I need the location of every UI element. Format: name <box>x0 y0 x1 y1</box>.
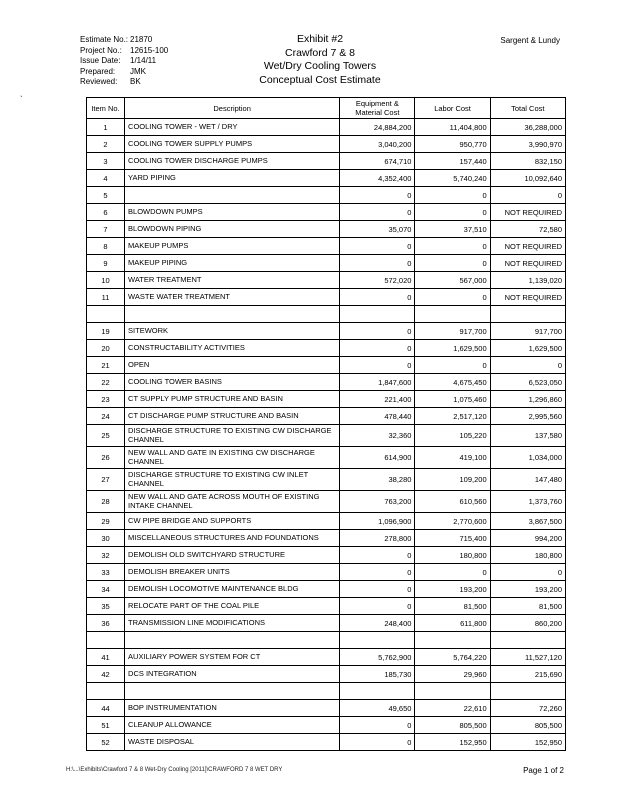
cell-description: DEMOLISH OLD SWITCHYARD STRUCTURE <box>125 547 340 564</box>
cell-equipment-cost: 35,070 <box>340 221 415 238</box>
table-row <box>87 491 566 513</box>
cell-labor-cost: 0 <box>415 357 490 374</box>
cell-item-no: 36 <box>87 615 125 632</box>
cell-item-no: 19 <box>87 323 125 340</box>
cost-table <box>86 97 566 751</box>
cell-description <box>125 683 340 700</box>
cell-item-no: 52 <box>87 734 125 751</box>
cell-total-cost: 0 <box>490 187 565 204</box>
table-row <box>87 340 566 357</box>
cell-equipment-cost: 674,710 <box>340 153 415 170</box>
cell-item-no: 1 <box>87 119 125 136</box>
cell-total-cost: 0 <box>490 357 565 374</box>
cell-equipment-cost: 572,020 <box>340 272 415 289</box>
cell-total-cost <box>490 306 565 323</box>
cell-equipment-cost: 0 <box>340 581 415 598</box>
cell-labor-cost: 29,960 <box>415 666 490 683</box>
cell-equipment-cost: 1,847,600 <box>340 374 415 391</box>
cell-total-cost: 1,034,000 <box>490 447 565 469</box>
cell-labor-cost: 0 <box>415 238 490 255</box>
cell-item-no: 28 <box>87 491 125 513</box>
cell-labor-cost: 419,100 <box>415 447 490 469</box>
cell-description: COOLING TOWER SUPPLY PUMPS <box>125 136 340 153</box>
estimate-type-title: Conceptual Cost Estimate <box>259 73 381 86</box>
table-row <box>87 255 566 272</box>
table-row <box>87 598 566 615</box>
table-row <box>87 513 566 530</box>
cell-item-no: 51 <box>87 717 125 734</box>
issue-date: 1/14/11 <box>130 56 157 65</box>
cell-description: DEMOLISH LOCOMOTIVE MAINTENANCE BLDG <box>125 581 340 598</box>
table-row <box>87 170 566 187</box>
table-row <box>87 717 566 734</box>
cell-labor-cost: 11,404,800 <box>415 119 490 136</box>
cell-labor-cost: 22,610 <box>415 700 490 717</box>
table-row <box>87 187 566 204</box>
cell-description: DEMOLISH BREAKER UNITS <box>125 564 340 581</box>
cell-description: BLOWDOWN PUMPS <box>125 204 340 221</box>
cell-description: NEW WALL AND GATE ACROSS MOUTH OF EXISTING INTAKE CHANNEL <box>125 491 340 513</box>
cell-description: MISCELLANEOUS STRUCTURES AND FOUNDATIONS <box>125 530 340 547</box>
table-row <box>87 153 566 170</box>
table-row <box>87 272 566 289</box>
cell-description <box>125 187 340 204</box>
cell-total-cost: NOT REQUIRED <box>490 289 565 306</box>
table-row <box>87 615 566 632</box>
cell-equipment-cost <box>340 683 415 700</box>
cell-item-no: 30 <box>87 530 125 547</box>
col-item-no: Item No. <box>87 98 125 119</box>
cell-description: COOLING TOWER - WET / DRY <box>125 119 340 136</box>
cell-item-no: 21 <box>87 357 125 374</box>
table-row <box>87 306 566 323</box>
cell-total-cost: 1,629,500 <box>490 340 565 357</box>
cell-labor-cost: 715,400 <box>415 530 490 547</box>
cell-equipment-cost: 5,762,900 <box>340 649 415 666</box>
cell-equipment-cost: 478,440 <box>340 408 415 425</box>
cell-item-no: 8 <box>87 238 125 255</box>
cell-description: CONSTRUCTABILITY ACTIVITIES <box>125 340 340 357</box>
cell-description: CT DISCHARGE PUMP STRUCTURE AND BASIN <box>125 408 340 425</box>
table-header <box>87 98 566 119</box>
cell-labor-cost: 4,675,450 <box>415 374 490 391</box>
cell-description: WASTE DISPOSAL <box>125 734 340 751</box>
cell-item-no: 23 <box>87 391 125 408</box>
cell-item-no: 44 <box>87 700 125 717</box>
cell-description: WASTE WATER TREATMENT <box>125 289 340 306</box>
cell-equipment-cost: 0 <box>340 357 415 374</box>
cell-labor-cost: 152,950 <box>415 734 490 751</box>
cell-total-cost: 6,523,050 <box>490 374 565 391</box>
table-row <box>87 547 566 564</box>
prepared-by: JMK <box>130 66 146 76</box>
file-path-footer: H:\...\Exhibits\Crawford 7 & 8 Wet-Dry Cooling [2011]\CRAWFORD 7 8 WET DRY <box>66 767 283 773</box>
cell-equipment-cost: 49,650 <box>340 700 415 717</box>
document-title <box>230 33 410 87</box>
exhibit-title: Exhibit #2 <box>296 33 344 45</box>
cell-labor-cost: 0 <box>415 289 490 306</box>
table-row <box>87 469 566 491</box>
table-row <box>87 564 566 581</box>
cell-labor-cost: 0 <box>415 255 490 272</box>
cell-description <box>125 306 340 323</box>
cell-labor-cost: 0 <box>415 204 490 221</box>
cell-labor-cost: 193,200 <box>415 581 490 598</box>
cell-labor-cost: 2,517,120 <box>415 408 490 425</box>
cell-labor-cost: 157,440 <box>415 153 490 170</box>
cell-item-no: 3 <box>87 153 125 170</box>
cell-item-no: 42 <box>87 666 125 683</box>
cell-total-cost: 3,990,970 <box>490 136 565 153</box>
cell-labor-cost: 611,800 <box>415 615 490 632</box>
cell-equipment-cost: 4,352,400 <box>340 170 415 187</box>
cell-item-no: 35 <box>87 598 125 615</box>
estimate-number: 21870 <box>130 35 153 44</box>
cell-item-no: 26 <box>87 447 125 469</box>
cell-item-no <box>87 306 125 323</box>
label: Estimate No.: <box>80 35 129 44</box>
cell-description: COOLING TOWER BASINS <box>125 374 340 391</box>
cell-total-cost: 917,700 <box>490 323 565 340</box>
cell-item-no: 34 <box>87 581 125 598</box>
cell-equipment-cost: 3,040,200 <box>340 136 415 153</box>
cell-labor-cost: 81,500 <box>415 598 490 615</box>
table-row <box>87 238 566 255</box>
cell-description: TRANSMISSION LINE MODIFICATIONS <box>125 615 340 632</box>
cell-total-cost: 1,139,020 <box>490 272 565 289</box>
label: Project No.: <box>80 45 122 55</box>
cell-total-cost: 860,200 <box>490 615 565 632</box>
cell-item-no: 27 <box>87 469 125 491</box>
cell-equipment-cost: 0 <box>340 238 415 255</box>
table-row <box>87 323 566 340</box>
cell-labor-cost: 567,000 <box>415 272 490 289</box>
table-row <box>87 666 566 683</box>
cell-item-no <box>87 683 125 700</box>
cell-labor-cost: 37,510 <box>415 221 490 238</box>
col-total-cost: Total Cost <box>490 98 565 119</box>
cell-description <box>125 632 340 649</box>
cell-equipment-cost: 278,800 <box>340 530 415 547</box>
cell-description: OPEN <box>125 357 340 374</box>
cell-equipment-cost <box>340 306 415 323</box>
cell-equipment-cost: 221,400 <box>340 391 415 408</box>
label: Reviewed: <box>80 77 118 86</box>
cell-item-no: 9 <box>87 255 125 272</box>
cell-item-no: 41 <box>87 649 125 666</box>
cell-total-cost: 0 <box>490 564 565 581</box>
cell-description: CW PIPE BRIDGE AND SUPPORTS <box>125 513 340 530</box>
cell-equipment-cost: 0 <box>340 717 415 734</box>
cell-total-cost <box>490 683 565 700</box>
reviewed-by: BK <box>130 77 141 86</box>
cell-labor-cost: 109,200 <box>415 469 490 491</box>
cell-equipment-cost: 0 <box>340 598 415 615</box>
project-number: 12615-100 <box>130 45 169 55</box>
table-row <box>87 649 566 666</box>
cell-equipment-cost: 0 <box>340 255 415 272</box>
cell-total-cost: 10,092,640 <box>490 170 565 187</box>
cell-equipment-cost <box>340 632 415 649</box>
table-row <box>87 289 566 306</box>
label: Prepared: <box>80 66 116 76</box>
table-row <box>87 136 566 153</box>
table-row <box>87 425 566 447</box>
punch-mark: ` <box>20 95 23 104</box>
cell-description: COOLING TOWER DISCHARGE PUMPS <box>125 153 340 170</box>
cell-total-cost: 193,200 <box>490 581 565 598</box>
cell-item-no: 20 <box>87 340 125 357</box>
cell-labor-cost <box>415 306 490 323</box>
cell-total-cost: 147,480 <box>490 469 565 491</box>
cell-item-no: 32 <box>87 547 125 564</box>
cell-description: MAKEUP PIPING <box>125 255 340 272</box>
table-row <box>87 357 566 374</box>
cell-labor-cost <box>415 683 490 700</box>
table-row <box>87 221 566 238</box>
col-description: Description <box>125 98 340 119</box>
cell-description: YARD PIPING <box>125 170 340 187</box>
cell-total-cost: 36,288,000 <box>490 119 565 136</box>
cell-total-cost: 81,500 <box>490 598 565 615</box>
cell-equipment-cost: 38,280 <box>340 469 415 491</box>
cell-equipment-cost: 0 <box>340 323 415 340</box>
cell-equipment-cost: 248,400 <box>340 615 415 632</box>
cell-labor-cost: 0 <box>415 564 490 581</box>
cell-total-cost: 72,260 <box>490 700 565 717</box>
cell-total-cost: 832,150 <box>490 153 565 170</box>
cell-description: DCS INTEGRATION <box>125 666 340 683</box>
cell-labor-cost: 5,764,220 <box>415 649 490 666</box>
cell-item-no: 22 <box>87 374 125 391</box>
cell-total-cost: 215,690 <box>490 666 565 683</box>
cell-labor-cost: 105,220 <box>415 425 490 447</box>
cell-description: DISCHARGE STRUCTURE TO EXISTING CW DISCHARGE CHANNEL <box>125 425 340 447</box>
cell-description: DISCHARGE STRUCTURE TO EXISTING CW INLET CHANNEL <box>125 469 340 491</box>
cell-item-no: 7 <box>87 221 125 238</box>
cell-total-cost: 72,580 <box>490 221 565 238</box>
cell-equipment-cost: 0 <box>340 564 415 581</box>
table-row <box>87 632 566 649</box>
cell-description: CLEANUP ALLOWANCE <box>125 717 340 734</box>
cell-equipment-cost: 32,360 <box>340 425 415 447</box>
table-row <box>87 734 566 751</box>
cell-equipment-cost: 0 <box>340 204 415 221</box>
cell-equipment-cost: 0 <box>340 734 415 751</box>
cell-total-cost: 994,200 <box>490 530 565 547</box>
cell-equipment-cost: 185,730 <box>340 666 415 683</box>
cell-total-cost: 3,867,500 <box>490 513 565 530</box>
cell-equipment-cost: 24,884,200 <box>340 119 415 136</box>
cell-item-no: 2 <box>87 136 125 153</box>
cell-total-cost: 2,995,560 <box>490 408 565 425</box>
cell-equipment-cost: 0 <box>340 547 415 564</box>
cell-description: AUXILIARY POWER SYSTEM FOR CT <box>125 649 340 666</box>
cell-total-cost: 1,373,760 <box>490 491 565 513</box>
cell-description: NEW WALL AND GATE IN EXISTING CW DISCHARGE CHANNEL <box>125 447 340 469</box>
col-labor-cost: Labor Cost <box>415 98 490 119</box>
table-row <box>87 408 566 425</box>
cell-item-no: 33 <box>87 564 125 581</box>
cell-total-cost: NOT REQUIRED <box>490 255 565 272</box>
cell-labor-cost <box>415 632 490 649</box>
cell-equipment-cost: 763,200 <box>340 491 415 513</box>
cell-labor-cost: 0 <box>415 187 490 204</box>
cell-labor-cost: 1,075,460 <box>415 391 490 408</box>
cell-item-no: 10 <box>87 272 125 289</box>
cell-total-cost <box>490 632 565 649</box>
cell-total-cost: 1,296,860 <box>490 391 565 408</box>
cell-total-cost: 152,950 <box>490 734 565 751</box>
page-number: Page 1 of 2 <box>523 766 564 775</box>
cell-description: MAKEUP PUMPS <box>125 238 340 255</box>
cell-labor-cost: 2,770,600 <box>415 513 490 530</box>
cell-item-no: 29 <box>87 513 125 530</box>
cell-equipment-cost: 0 <box>340 340 415 357</box>
table-row <box>87 447 566 469</box>
cell-description: BLOWDOWN PIPING <box>125 221 340 238</box>
cell-description: SITEWORK <box>125 323 340 340</box>
cell-item-no: 5 <box>87 187 125 204</box>
cell-item-no: 24 <box>87 408 125 425</box>
col-equipment-cost: Equipment & Material Cost <box>340 98 415 119</box>
cell-item-no: 25 <box>87 425 125 447</box>
cell-labor-cost: 950,770 <box>415 136 490 153</box>
cell-equipment-cost: 0 <box>340 187 415 204</box>
cell-description: WATER TREATMENT <box>125 272 340 289</box>
cell-equipment-cost: 614,900 <box>340 447 415 469</box>
table-row <box>87 530 566 547</box>
cell-item-no: 11 <box>87 289 125 306</box>
table-row <box>87 581 566 598</box>
cell-equipment-cost: 0 <box>340 289 415 306</box>
cell-total-cost: 137,580 <box>490 425 565 447</box>
cell-total-cost: 180,800 <box>490 547 565 564</box>
cell-equipment-cost: 1,096,900 <box>340 513 415 530</box>
cell-labor-cost: 610,560 <box>415 491 490 513</box>
estimate-meta <box>80 35 168 88</box>
cell-labor-cost: 1,629,500 <box>415 340 490 357</box>
table-row <box>87 119 566 136</box>
table-row <box>87 391 566 408</box>
cell-labor-cost: 5,740,240 <box>415 170 490 187</box>
table-row <box>87 700 566 717</box>
table-row <box>87 204 566 221</box>
company-name: Sargent & Lundy <box>500 36 560 45</box>
label: Issue Date: <box>80 56 121 65</box>
cell-description: BOP INSTRUMENTATION <box>125 700 340 717</box>
cell-description: CT SUPPLY PUMP STRUCTURE AND BASIN <box>125 391 340 408</box>
cell-total-cost: 11,527,120 <box>490 649 565 666</box>
cell-total-cost: 805,500 <box>490 717 565 734</box>
cell-item-no <box>87 632 125 649</box>
subject-title: Wet/Dry Cooling Towers <box>263 60 377 72</box>
cell-description: RELOCATE PART OF THE COAL PILE <box>125 598 340 615</box>
cell-labor-cost: 805,500 <box>415 717 490 734</box>
cell-item-no: 6 <box>87 204 125 221</box>
table-row <box>87 374 566 391</box>
table-row <box>87 683 566 700</box>
cell-total-cost: NOT REQUIRED <box>490 204 565 221</box>
cell-labor-cost: 180,800 <box>415 547 490 564</box>
plant-title: Crawford 7 & 8 <box>284 46 356 59</box>
cell-labor-cost: 917,700 <box>415 323 490 340</box>
cell-total-cost: NOT REQUIRED <box>490 238 565 255</box>
cell-item-no: 4 <box>87 170 125 187</box>
